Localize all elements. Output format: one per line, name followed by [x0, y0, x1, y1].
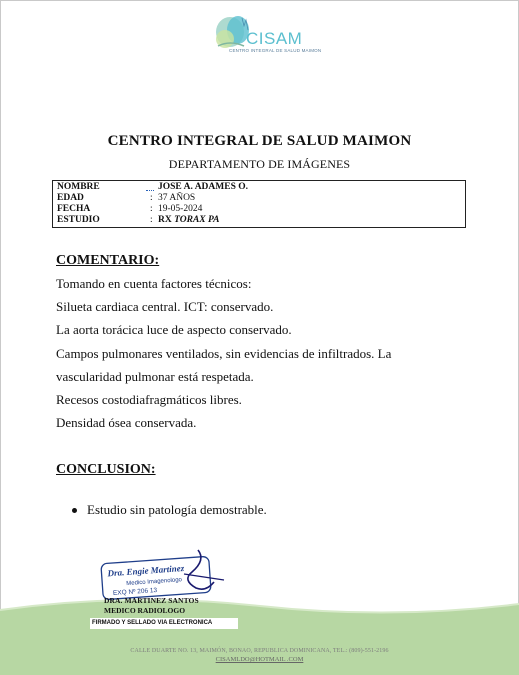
comment-line: Tomando en cuenta factores técnicos: [56, 276, 252, 291]
svg-text:EXQ Nº 206 13: EXQ Nº 206 13 [112, 586, 158, 598]
logo-tagline: CENTRO INTEGRAL DE SALUD MAIMON [229, 48, 322, 53]
comment-line: Densidad ósea conservada. [56, 415, 197, 430]
study-value [158, 215, 219, 226]
signer-name: DRA. MARTINEZ SANTOS [104, 596, 199, 605]
signer-role: MEDICO RADIOLOGO [104, 606, 186, 615]
svg-text:Dra. Engie Martinez: Dra. Engie Martinez [107, 563, 185, 579]
svg-text:Medico Imagenologo: Medico Imagenologo [126, 577, 183, 588]
comment-line: Campos pulmonares ventilados, sin evidencias de infiltrados. La [56, 346, 392, 361]
info-separator: : [150, 215, 153, 225]
footer-wave [0, 598, 519, 675]
conclusion-item: Estudio sin patología demostrable. [87, 502, 267, 517]
info-label: ESTUDIO [57, 215, 100, 225]
conclusion-heading: CONCLUSION: [56, 462, 156, 477]
info-label: NOMBRE [57, 182, 100, 192]
info-label: EDAD [57, 193, 84, 203]
study-date-value: 19-05-2024 [158, 204, 203, 214]
department-subtitle: DEPARTAMENTO DE IMÁGENES [168, 157, 351, 171]
footer-address: CALLE DUARTE NO. 13, MAIMÓN, BONAO, REPUBLICA DOMINICANA, TEL.: (809)-551-2196 [130, 648, 389, 654]
logo-wordmark: CISAM [246, 29, 303, 48]
electronic-signature-note: FIRMADO Y SELLADO VIA ELECTRONICA [90, 618, 238, 629]
comment-line: Recesos costodiafragmáticos libres. [56, 392, 242, 407]
footer-email[interactable]: CISAMLDO@HOTMAIL .COM [215, 656, 304, 663]
comment-line: La aorta torácica luce de aspecto conservado. [56, 322, 292, 337]
info-separator: : [150, 193, 153, 203]
study-prefix: RX [158, 215, 172, 225]
patient-name-value: JOSE A. ADAMES O. [158, 182, 249, 192]
info-separator: : [150, 204, 153, 214]
patient-age-value: 37 AÑOS [158, 193, 196, 203]
study-type: TORAX PA [174, 215, 220, 225]
comment-line: vascularidad pulmonar está respetada. [56, 369, 254, 384]
info-label: FECHA [57, 204, 91, 214]
spellcheck-mark [146, 188, 154, 191]
bullet-icon [72, 508, 77, 513]
comment-heading: COMENTARIO: [56, 253, 160, 268]
page-title: CENTRO INTEGRAL DE SALUD MAIMON [107, 133, 412, 149]
comment-line: Silueta cardiaca central. ICT: conservado. [56, 299, 274, 314]
patient-info-box [52, 180, 466, 228]
